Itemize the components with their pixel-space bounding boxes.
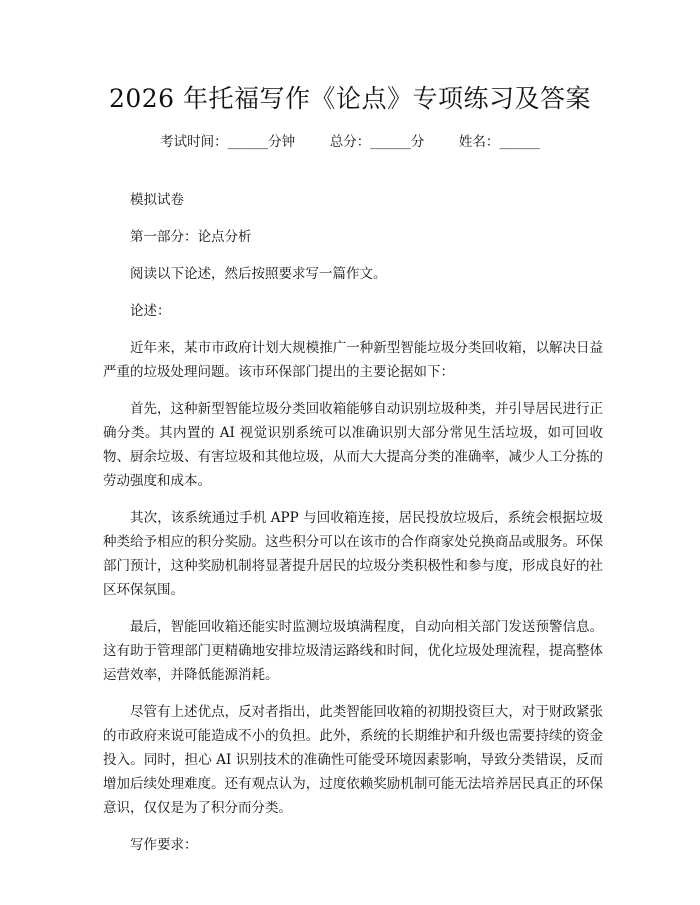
exam-info-line [0,132,700,152]
argument-label: 论述： [130,303,171,319]
paragraph-second-point: 其次，该系统通过手机 APP 与回收箱连接，居民投放垃圾后，系统会根据垃圾种类给予相应的积分奖励。这些积分可以在该市的合作商家处兑换商品或服务。环保部门预计，这种奖励机制将显著提升居民的垃圾分类积极性和参与度，形成良好的社区环保氛围。 [103,510,603,598]
total-score-blank: ______ [370,134,411,150]
exam-time-blank: ______ [227,134,269,150]
instruction-text: 阅读以下论述，然后按照要求写一篇作文。 [130,266,387,282]
paragraph-first-point: 首先，这种新型智能垃圾分类回收箱能够自动识别垃圾种类，并引导居民进行正确分类。其内置的 AI 视觉识别系统可以准确识别大部分常见生活垃圾，如可回收物、厨余垃圾、有害垃圾和其他垃圾，从而大大提高分类的准确率，减少人工分拣的劳动强度和成本。 [103,401,603,489]
total-score-label: 总分： [329,134,371,150]
total-score-unit: 分 [410,134,425,150]
paragraph-counterargument: 尽管有上述优点，反对者指出，此类智能回收箱的初期投资巨大，对于财政紧张的市政府来说可能造成不小的负担。此外，系统的长期维护和升级也需要持续的资金投入。同时，担心 AI 识别技术的准确性可能受环境因素影响，导致分类错误，反而增加后续处理难度。还有观点认为，过度依赖奖励机制可能无法培养居民真正的环保意识，仅仅是为了积分而分类。 [103,704,603,816]
section-label-mock-exam: 模拟试卷 [130,192,184,208]
page-title: 2026 年托福写作《论点》专项练习及答案 [108,84,592,113]
exam-time-unit: 分钟 [268,134,296,150]
writing-requirements-label: 写作要求： [130,837,198,853]
paragraph-intro: 近年来，某市市政府计划大规模推广一种新型智能垃圾分类回收箱，以解决日益严重的垃圾处理问题。该市环保部门提出的主要论据如下： [103,340,603,380]
name-blank: ______ [499,134,540,150]
exam-time-label: 考试时间： [160,134,228,150]
section-heading-part-one: 第一部分：论点分析 [130,229,252,245]
name-label: 姓名： [458,134,500,150]
paragraph-third-point: 最后，智能回收箱还能实时监测垃圾填满程度，自动向相关部门发送预警信息。这有助于管理部门更精确地安排垃圾清运路线和时间，优化垃圾处理流程，提高整体运营效率，并降低能源消耗。 [103,619,603,683]
document-body [103,188,603,870]
